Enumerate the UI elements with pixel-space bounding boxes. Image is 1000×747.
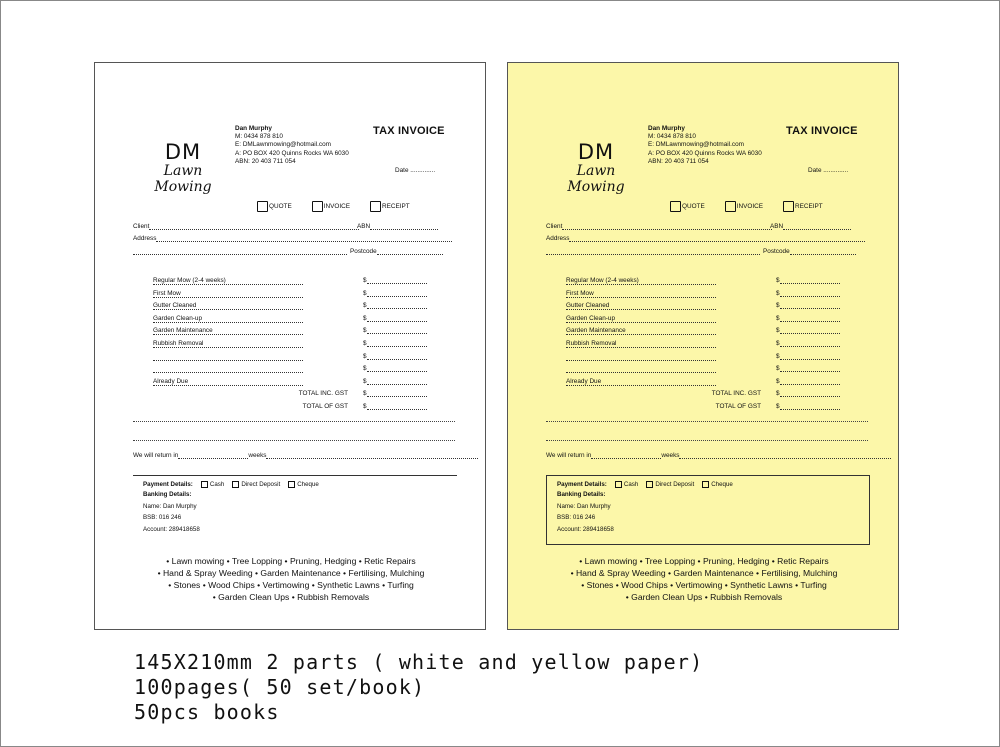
services-line: • Hand & Spray Weeding • Garden Maintenance • Fertilising, Mulching [157, 568, 425, 578]
payment-row [143, 480, 457, 489]
line-item-label: Already Due [566, 377, 602, 385]
line-item-row[interactable] [153, 277, 443, 290]
client-label: Client [133, 223, 150, 230]
services-line: • Garden Clean Ups • Rubbish Removals [212, 592, 370, 602]
line-item-row[interactable] [566, 378, 856, 391]
line-item-label: Regular Mow (2-4 weeks) [566, 277, 639, 284]
currency-symbol: $ [363, 327, 367, 335]
check-invoice[interactable] [312, 201, 350, 212]
document-type-checks [257, 201, 410, 212]
line-item-description [153, 277, 303, 285]
caption-line-3: 50pcs books [134, 700, 280, 724]
line-item-label: Regular Mow (2-4 weeks) [153, 277, 226, 284]
currency-symbol: $ [776, 352, 780, 360]
payment-option-cash[interactable] [615, 480, 638, 489]
abn-line[interactable] [770, 223, 851, 230]
dotted-line [149, 224, 359, 230]
currency-symbol: $ [363, 339, 367, 347]
line-item-description [566, 353, 716, 361]
line-item-description [153, 378, 303, 386]
currency-symbol: $ [776, 365, 780, 373]
checkbox-square-icon[interactable] [783, 201, 794, 212]
abn-label: ABN [357, 223, 371, 230]
currency-symbol: $ [776, 377, 780, 385]
payment-option-label: Cheque [711, 481, 733, 488]
dotted-line [367, 354, 427, 360]
line-item-description [153, 290, 303, 298]
line-item-row[interactable] [153, 315, 443, 328]
payment-option-label: Direct Deposit [241, 481, 281, 488]
line-item-row[interactable] [566, 365, 856, 378]
check-label: QUOTE [269, 203, 292, 210]
dotted-line [780, 278, 840, 284]
line-item-description [153, 327, 303, 335]
contact-name: Dan Murphy [235, 125, 272, 132]
currency-symbol: $ [363, 302, 367, 310]
dotted-line[interactable] [178, 453, 248, 459]
amount-field[interactable] [363, 403, 433, 410]
payment-option-cheque[interactable] [702, 480, 733, 489]
contact-abn: ABN: 20 403 711 054 [648, 157, 709, 165]
return-suffix: weeks [661, 452, 680, 459]
product-caption [134, 650, 703, 725]
checkbox-square-icon[interactable] [201, 481, 208, 488]
dotted-line [377, 249, 443, 255]
line-item-description [566, 290, 716, 298]
dotted-line [780, 303, 840, 309]
amount-field[interactable] [363, 290, 433, 297]
notes-line[interactable] [133, 440, 455, 441]
document-type-checks [670, 201, 823, 212]
payment-option-direct-deposit[interactable] [646, 480, 694, 489]
amount-field[interactable] [776, 277, 846, 284]
line-items [153, 277, 443, 416]
line-item-row[interactable] [566, 327, 856, 340]
notes-line[interactable] [546, 421, 868, 422]
dotted-line [780, 341, 840, 347]
dotted-line [156, 236, 452, 242]
dotted-line [780, 391, 840, 397]
checkbox-square-icon[interactable] [257, 201, 268, 212]
line-item-row[interactable] [566, 302, 856, 315]
payment-option-direct-deposit[interactable] [232, 480, 280, 489]
contact-mobile: M: 0434 878 810 [235, 133, 283, 141]
return-prefix: We will return in [133, 452, 179, 459]
line-item-label: Garden Clean-up [566, 314, 616, 322]
checkbox-square-icon[interactable] [232, 481, 239, 488]
currency-symbol: $ [776, 327, 780, 335]
payment-row [557, 480, 869, 489]
amount-field[interactable] [776, 390, 846, 397]
checkbox-square-icon[interactable] [615, 481, 622, 488]
line-item-row[interactable] [153, 340, 443, 353]
services-line: • Lawn mowing • Tree Lopping • Pruning, Hedging • Retic Repairs [166, 556, 416, 566]
services-line: • Lawn mowing • Tree Lopping • Pruning, Hedging • Retic Repairs [579, 556, 829, 566]
dotted-line [569, 236, 865, 242]
currency-symbol: $ [776, 302, 780, 310]
date-field: Date .............. [808, 167, 849, 174]
bank-bsb: BSB: 016 246 [557, 514, 596, 521]
postcode-label: Postcode [350, 248, 377, 255]
contact-mobile: M: 0434 878 810 [648, 133, 696, 141]
currency-symbol: $ [776, 402, 780, 410]
dotted-line [370, 224, 438, 230]
dotted-line [780, 404, 840, 410]
services-line: • Hand & Spray Weeding • Garden Maintenance • Fertilising, Mulching [570, 568, 838, 578]
dotted-line [367, 316, 427, 322]
currency-symbol: $ [776, 314, 780, 322]
amount-field[interactable] [363, 340, 433, 347]
total-label: TOTAL INC. GST [298, 390, 348, 398]
contact-name: Dan Murphy [648, 125, 685, 132]
caption-line-2: 100pages( 50 set/book) [134, 675, 426, 699]
checkbox-square-icon[interactable] [288, 481, 295, 488]
check-label: INVOICE [323, 203, 351, 210]
currency-symbol: $ [776, 289, 780, 297]
check-label: RECEIPT [795, 203, 823, 210]
checkbox-square-icon[interactable] [370, 201, 381, 212]
check-receipt[interactable] [783, 201, 823, 212]
amount-field[interactable] [776, 353, 846, 360]
line-item-label: Rubbish Removal [566, 339, 617, 347]
contact-block [648, 125, 798, 166]
invoice-sheet-white [94, 62, 486, 630]
currency-symbol: $ [363, 277, 367, 284]
amount-field[interactable] [776, 327, 846, 334]
line-item-label: First Mow [566, 289, 594, 297]
dotted-line [562, 224, 772, 230]
amount-field[interactable] [776, 315, 846, 322]
check-label: QUOTE [682, 203, 705, 210]
dotted-line [780, 316, 840, 322]
line-item-row[interactable] [153, 327, 443, 340]
line-item-row[interactable] [566, 315, 856, 328]
line-item-label: Garden Maintenance [153, 327, 213, 335]
checkbox-square-icon[interactable] [312, 201, 323, 212]
amount-field[interactable] [776, 365, 846, 372]
checkbox-square-icon[interactable] [646, 481, 653, 488]
currency-symbol: $ [363, 314, 367, 322]
logo-sub-text: Lawn Mowing [567, 163, 625, 195]
postcode-line[interactable] [763, 248, 856, 255]
line-item-row[interactable] [566, 277, 856, 290]
notes-line[interactable] [546, 440, 868, 441]
total-label: TOTAL OF GST [302, 402, 348, 410]
currency-symbol: $ [363, 289, 367, 297]
return-suffix: weeks [248, 452, 267, 459]
contact-address: A: PO BOX 420 Quinns Rocks WA 6030 [235, 149, 349, 157]
amount-field[interactable] [776, 340, 846, 347]
payment-option-cheque[interactable] [288, 480, 319, 489]
line-item-row[interactable] [153, 290, 443, 303]
return-line [133, 452, 478, 459]
contact-abn: ABN: 20 403 711 054 [235, 157, 296, 165]
line-item-description [566, 277, 716, 285]
dotted-line [780, 354, 840, 360]
currency-symbol: $ [363, 402, 367, 410]
line-item-description [566, 315, 716, 323]
line-item-row[interactable] [153, 378, 443, 391]
dotted-line [679, 453, 891, 459]
currency-symbol: $ [363, 377, 367, 385]
payment-option-label: Cheque [297, 481, 319, 488]
dotted-line [780, 291, 840, 297]
line-item-label: Gutter Cleaned [566, 302, 610, 310]
amount-field[interactable] [363, 277, 433, 284]
amount-field[interactable] [363, 365, 433, 372]
address-label: Address [546, 235, 570, 242]
line-item-label: Gutter Cleaned [153, 302, 197, 310]
dotted-line [780, 366, 840, 372]
line-item-description [566, 365, 716, 373]
payment-option-cash[interactable] [201, 480, 224, 489]
amount-field[interactable] [776, 290, 846, 297]
date-label: Date [808, 167, 822, 174]
services-line: • Garden Clean Ups • Rubbish Removals [625, 592, 783, 602]
contact-address: A: PO BOX 420 Quinns Rocks WA 6030 [648, 149, 762, 157]
notes-line[interactable] [133, 421, 455, 422]
total-row[interactable] [566, 403, 856, 416]
line-item-description [566, 302, 716, 310]
date-label: Date [395, 167, 409, 174]
line-items [566, 277, 856, 416]
checkbox-square-icon[interactable] [670, 201, 681, 212]
amount-field[interactable] [776, 403, 846, 410]
check-quote[interactable] [257, 201, 292, 212]
contact-email: E: DMLawnmowing@hotmail.com [648, 141, 744, 149]
line-item-description [566, 327, 716, 335]
line-item-label: Already Due [153, 377, 189, 385]
line-item-label: Garden Maintenance [566, 327, 626, 335]
dotted-line [367, 391, 427, 397]
line-item-description [153, 302, 303, 310]
dotted-line [546, 249, 760, 255]
services-list [528, 555, 880, 603]
dotted-line [367, 404, 427, 410]
dotted-line [780, 379, 840, 385]
line-item-description [566, 378, 716, 386]
return-line [546, 452, 891, 459]
postcode-line[interactable] [350, 248, 443, 255]
currency-symbol: $ [363, 390, 367, 398]
line-item-description [153, 353, 303, 361]
currency-symbol: $ [363, 352, 367, 360]
services-line: • Stones • Wood Chips • Vertimowing • Synthetic Lawns • Turfing [581, 580, 827, 590]
caption-line-1: 145X210mm 2 parts ( white and yellow paper) [134, 650, 704, 674]
company-logo [133, 141, 233, 195]
bank-name: Name: Dan Murphy [143, 502, 197, 510]
logo-dm-text: DM [164, 140, 202, 164]
payment-label: Payment Details: [143, 481, 193, 488]
dotted-line [367, 291, 427, 297]
payment-option-label: Cash [209, 481, 225, 488]
bank-name: Name: Dan Murphy [557, 502, 611, 510]
client-label: Client [546, 223, 563, 230]
total-row[interactable] [153, 390, 443, 403]
abn-line[interactable] [357, 223, 438, 230]
line-item-description [153, 340, 303, 348]
check-receipt[interactable] [370, 201, 410, 212]
invoice-sheet-yellow [507, 62, 899, 630]
banking-label: Banking Details: [557, 491, 606, 498]
services-line: • Stones • Wood Chips • Vertimowing • Synthetic Lawns • Turfing [168, 580, 414, 590]
currency-symbol: $ [776, 277, 780, 284]
payment-option-label: Cash [623, 481, 639, 488]
payment-label: Payment Details: [557, 481, 607, 488]
dotted-line [367, 328, 427, 334]
line-item-row[interactable] [153, 302, 443, 315]
dotted-line [790, 249, 856, 255]
amount-field[interactable] [363, 378, 433, 385]
bank-account: Account: 289418658 [557, 525, 614, 533]
check-quote[interactable] [670, 201, 705, 212]
payment-option-label: Direct Deposit [655, 481, 695, 488]
dotted-line [367, 303, 427, 309]
total-row[interactable] [153, 403, 443, 416]
contact-email: E: DMLawnmowing@hotmail.com [235, 141, 331, 149]
amount-field[interactable] [363, 302, 433, 309]
bank-account: Account: 289418658 [143, 525, 200, 533]
payment-section [546, 475, 870, 545]
line-item-row[interactable] [153, 365, 443, 378]
line-item-row[interactable] [566, 353, 856, 366]
logo-sub-text: Lawn Mowing [154, 163, 212, 195]
line-item-row[interactable] [153, 353, 443, 366]
return-prefix: We will return in [546, 452, 592, 459]
currency-symbol: $ [776, 390, 780, 398]
dotted-line [367, 278, 427, 284]
address-line[interactable] [546, 235, 868, 242]
amount-field[interactable] [363, 315, 433, 322]
total-label: TOTAL INC. GST [711, 390, 761, 398]
total-label: TOTAL OF GST [715, 402, 761, 410]
line-item-row[interactable] [566, 290, 856, 303]
date-field: Date .............. [395, 167, 436, 174]
dotted-line [367, 341, 427, 347]
total-row[interactable] [566, 390, 856, 403]
dotted-line [783, 224, 851, 230]
logo-dm-text: DM [577, 140, 615, 164]
amount-field[interactable] [776, 378, 846, 385]
dotted-line [133, 249, 347, 255]
check-invoice[interactable] [725, 201, 763, 212]
address-line[interactable] [133, 235, 455, 242]
dotted-line [367, 366, 427, 372]
amount-field[interactable] [363, 390, 433, 397]
checkbox-square-icon[interactable] [702, 481, 709, 488]
amount-field[interactable] [363, 327, 433, 334]
currency-symbol: $ [363, 365, 367, 373]
amount-field[interactable] [363, 353, 433, 360]
abn-label: ABN [770, 223, 784, 230]
check-label: INVOICE [736, 203, 764, 210]
amount-field[interactable] [776, 302, 846, 309]
postcode-label: Postcode [763, 248, 790, 255]
dotted-line [780, 328, 840, 334]
line-item-label: First Mow [153, 289, 181, 297]
dotted-line [367, 379, 427, 385]
invoice-title: TAX INVOICE [373, 125, 445, 137]
contact-block [235, 125, 385, 166]
company-logo [546, 141, 646, 195]
check-label: RECEIPT [382, 203, 410, 210]
bank-bsb: BSB: 016 246 [143, 514, 182, 521]
line-item-description [566, 340, 716, 348]
banking-label: Banking Details: [143, 491, 192, 498]
dotted-line [266, 453, 478, 459]
line-item-row[interactable] [566, 340, 856, 353]
address-label: Address [133, 235, 157, 242]
invoice-title: TAX INVOICE [786, 125, 858, 137]
payment-section [133, 475, 457, 545]
line-item-label: Garden Clean-up [153, 314, 203, 322]
currency-symbol: $ [776, 339, 780, 347]
line-item-label: Rubbish Removal [153, 339, 204, 347]
dotted-line[interactable] [591, 453, 661, 459]
line-item-description [153, 315, 303, 323]
services-list [115, 555, 467, 603]
checkbox-square-icon[interactable] [725, 201, 736, 212]
line-item-description [153, 365, 303, 373]
